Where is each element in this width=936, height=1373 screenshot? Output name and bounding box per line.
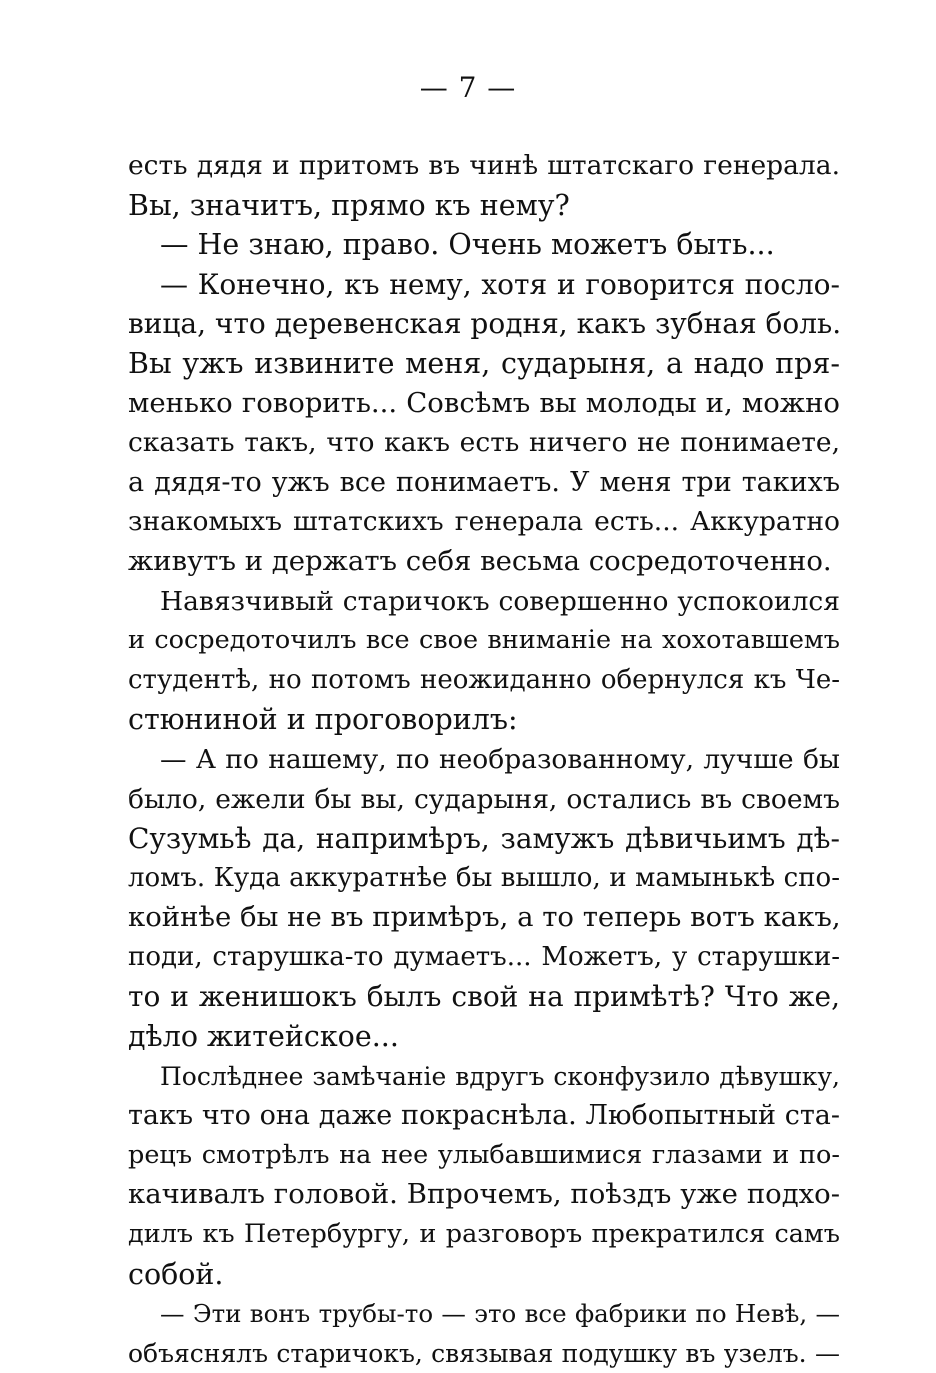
text-line: такъ что она даже покраснѣла. Любопытный ста- (128, 1100, 840, 1132)
text-line: Вы ужъ извините меня, сударыня, а надо пря- (128, 346, 840, 380)
body-text (128, 146, 840, 1373)
text-line: ломъ. Куда аккуратнѣе бы вышло, и мамынькѣ спо- (128, 862, 840, 893)
text-line: а дядя-то ужъ все понимаетъ. У меня три такихъ (128, 466, 840, 498)
text-line: объяснялъ старичокъ, связывая подушку въ узелъ. — (128, 1338, 840, 1368)
text-line: — Эти вонъ трубы-то — это все фабрики по Невѣ, — (160, 1299, 840, 1329)
text-line: живутъ и держатъ себя весьма сосредоточенно. (128, 544, 832, 577)
text-line: собой. (128, 1257, 224, 1291)
text-line: дилъ къ Петербургу, и разговоръ прекратился самъ (128, 1219, 840, 1250)
page-number: — 7 — (419, 71, 517, 104)
text-line: — А по нашему, по необразованному, лучше бы (160, 743, 840, 775)
text-line: есть дядя и притомъ въ чинѣ штатскаго генерала. (128, 150, 840, 181)
text-line: сказать такъ, что какъ есть ничего не понимаете, (128, 427, 840, 459)
text-line: — Конечно, къ нему, хотя и говорится посло- (160, 267, 840, 301)
text-line: Навязчивый старичокъ совершенно успокоился (160, 585, 840, 617)
text-line: было, ежели бы вы, сударыня, остались въ своемъ (128, 783, 840, 815)
text-line: и сосредоточилъ все свое вниманіе на хохотавшемъ (128, 625, 840, 656)
text-line: студентѣ, но потомъ неожиданно обернулся къ Че- (128, 664, 840, 695)
text-line: то и женишокъ былъ свой на примѣтѣ? Что же, (128, 980, 840, 1014)
text-line: койнѣе бы не въ примѣръ, а то теперь вотъ какъ, (128, 901, 841, 934)
text-line: Послѣднее замѣчаніе вдругъ сконфузило дѣвушку, (160, 1061, 840, 1091)
text-line: качивалъ головой. Впрочемъ, поѣздъ уже подхо- (128, 1178, 840, 1211)
text-line: дѣло житейское... (128, 1020, 399, 1054)
text-line: поди, старушка-то думаетъ... Можетъ, у старушки- (128, 941, 840, 972)
text-line: менько говорить... Совсѣмъ вы молоды и, можно (128, 386, 840, 419)
text-line: Сузумьѣ да, напримѣръ, замужъ дѣвичьимъ дѣ- (128, 822, 840, 856)
text-line: стюниной и проговорилъ: (128, 703, 518, 737)
text-line: знакомыхъ штатскихъ генерала есть... Аккуратно (128, 506, 840, 538)
text-line: Вы, значитъ, прямо къ нему? (128, 188, 570, 222)
text-line: рецъ смотрѣлъ на нее улыбавшимися глазами и по- (128, 1139, 840, 1170)
text-line: — Не знаю, право. Очень можетъ быть... (160, 228, 775, 262)
text-line: вица, что деревенская родня, какъ зубная боль. (128, 307, 842, 341)
